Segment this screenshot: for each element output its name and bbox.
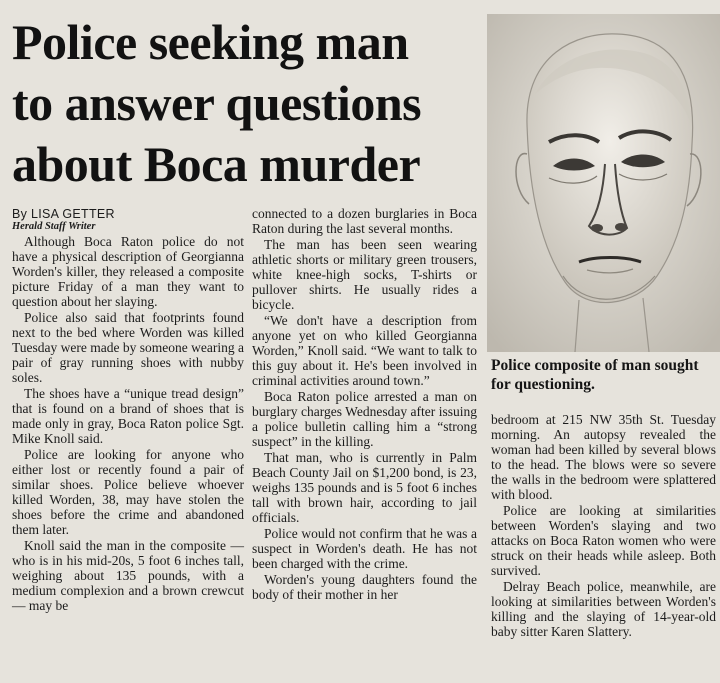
headline-line: to answer questions <box>12 75 422 131</box>
paragraph: That man, who is currently in Palm Beach County Jail on $1,200 bond, is 23, weighs 135 pounds and is 5 foot 6 inches tall with brown hair, according to jail officials. <box>252 450 477 525</box>
paragraph: Although Boca Raton police do not have a physical description of Georgianna Worden's killer, they released a composite picture Friday of a man they want to question about her slaying. <box>12 234 244 309</box>
paragraph: “We don't have a description from anyone yet on who killed Georgianna Worden,” Knoll said. “We want to talk to this guy about it. He's been involved in criminal activities around town.” <box>252 313 477 388</box>
article-column-3 <box>491 412 716 640</box>
headline-line: about Boca murder <box>12 136 421 192</box>
headline <box>12 12 482 195</box>
composite-sketch-photo <box>487 14 720 352</box>
article-column-2 <box>252 206 477 603</box>
paragraph: Police would not confirm that he was a suspect in Worden's death. He has not been charged with the crime. <box>252 526 477 571</box>
photo-caption: Police composite of man sought for questioning. <box>491 357 699 393</box>
headline-line: Police seeking man <box>12 14 409 70</box>
byline-title: Herald Staff Writer <box>12 221 96 232</box>
byline <box>12 207 244 233</box>
paragraph: Delray Beach police, meanwhile, are looking at similarities between Worden's killing and the slaying of 14-year-old baby sitter Karen Slattery. <box>491 579 716 639</box>
face-sketch-image <box>487 14 720 352</box>
paragraph-continued: connected to a dozen burglaries in Boca Raton during the last several months. <box>252 206 477 236</box>
paragraph: Police are looking for anyone who either lost or recently found a pair of similar shoes. Police believe whoever killed Worden, 38, may have stolen the shoes before the crime and abandoned them later. <box>12 447 244 537</box>
paragraph: Boca Raton police arrested a man on burglary charges Wednesday after issuing a police bulletin calling him a “strong suspect” in the killing. <box>252 389 477 449</box>
paragraph: Police also said that footprints found next to the bed where Worden was killed Tuesday were made by someone wearing a pair of gray running shoes with nubby soles. <box>12 310 244 385</box>
paragraph: Knoll said the man in the composite — who is in his mid-20s, 5 foot 6 inches tall, weighing about 135 pounds, with a medium complexion and a brown crewcut — may be <box>12 538 244 613</box>
paragraph: Worden's young daughters found the body of their mother in her <box>252 572 477 602</box>
paragraph: The shoes have a “unique tread design” that is found on a brand of shoes that is made only in gray, Boca Raton police Sgt. Mike Knoll said. <box>12 386 244 446</box>
byline-author: By LISA GETTER <box>12 207 115 221</box>
paragraph: The man has been seen wearing athletic shorts or military green trousers, white knee-high socks, T-shirts or pullover shirts. He usually rides a bicycle. <box>252 237 477 312</box>
paragraph: Police are looking at similarities between Worden's slaying and two attacks on Boca Raton women who were struck on their heads while asleep. Both survived. <box>491 503 716 578</box>
article-column-1 <box>12 234 244 614</box>
paragraph-continued: bedroom at 215 NW 35th St. Tuesday morning. An autopsy revealed the woman had been killed by several blows to the head. The blows were so severe the walls in the bedroom were splattered with blood. <box>491 412 716 502</box>
